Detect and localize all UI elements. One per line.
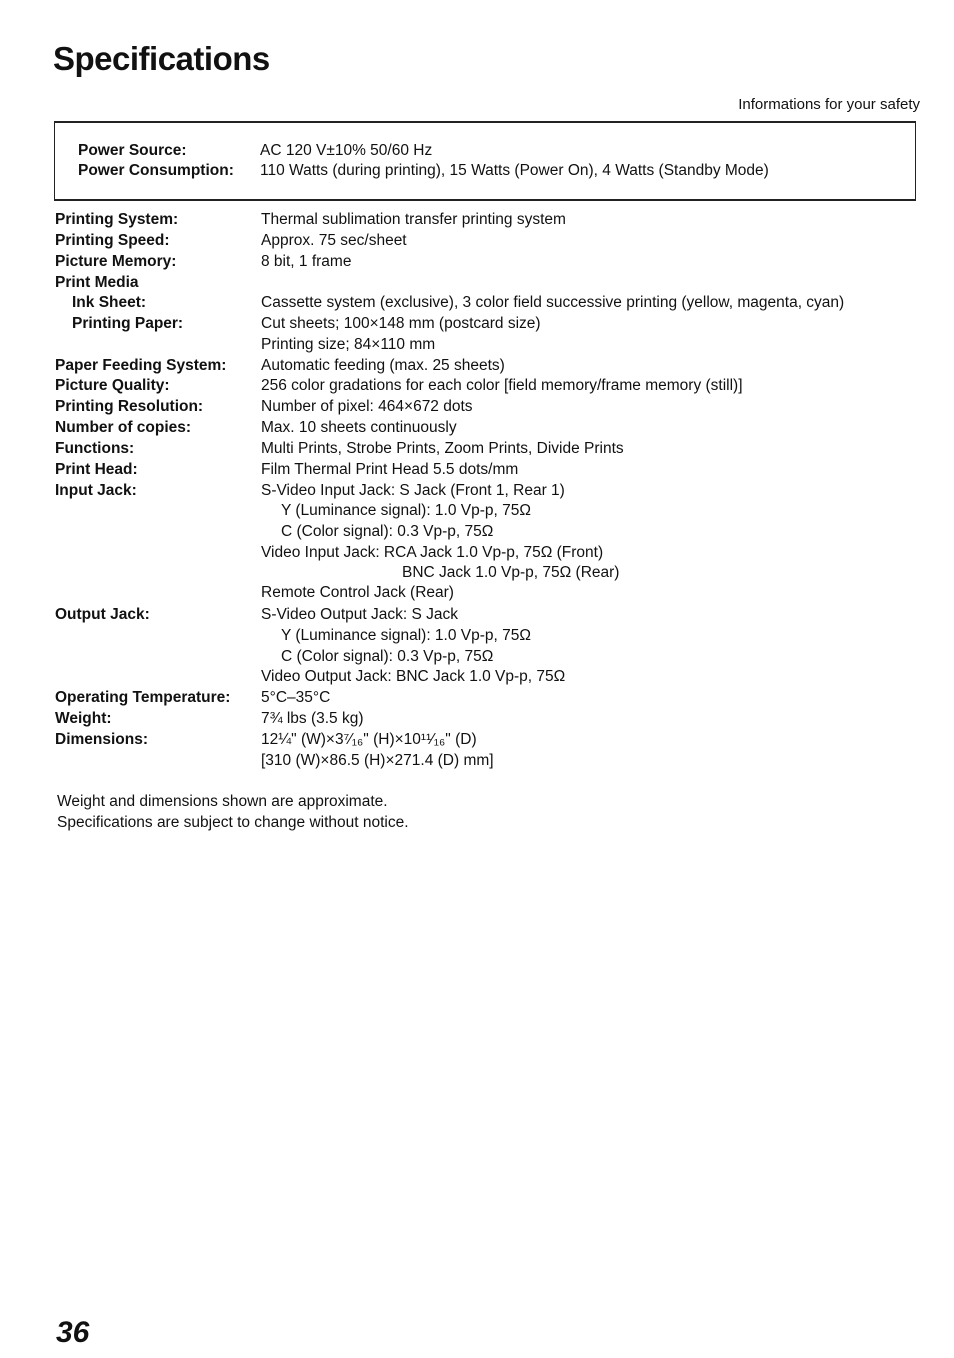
weight-label: Weight: xyxy=(55,710,112,727)
paper-feeding-value: Automatic feeding (max. 25 sheets) xyxy=(261,357,505,374)
printing-paper-value-1: Cut sheets; 100×148 mm (postcard size) xyxy=(261,315,541,332)
input-jack-value-1: S-Video Input Jack: S Jack (Front 1, Rear 1) xyxy=(261,482,565,499)
power-consumption-value: 110 Watts (during printing), 15 Watts (Power On), 4 Watts (Standby Mode) xyxy=(260,162,769,179)
paper-feeding-label: Paper Feeding System: xyxy=(55,357,227,374)
power-source-label: Power Source: xyxy=(78,142,187,159)
operating-temperature-label: Operating Temperature: xyxy=(55,689,231,706)
input-jack-value-3: C (Color signal): 0.3 Vp-p, 75Ω xyxy=(281,523,494,540)
input-jack-label: Input Jack: xyxy=(55,482,137,499)
print-head-value: Film Thermal Print Head 5.5 dots/mm xyxy=(261,461,519,478)
number-of-copies-label: Number of copies: xyxy=(55,419,192,436)
operating-temperature-value: 5°C–35°C xyxy=(261,689,331,706)
output-jack-value-1: S-Video Output Jack: S Jack xyxy=(261,606,459,623)
print-head-label: Print Head: xyxy=(55,461,138,478)
note-approximate: Weight and dimensions shown are approximate. xyxy=(57,793,388,810)
dimensions-label: Dimensions: xyxy=(55,731,149,748)
output-jack-value-3: C (Color signal): 0.3 Vp-p, 75Ω xyxy=(281,648,494,665)
printing-resolution-value: Number of pixel: 464×672 dots xyxy=(261,398,473,415)
picture-memory-value: 8 bit, 1 frame xyxy=(261,253,352,270)
dimensions-value-1: 12¼" (W)×3⁷⁄₁₆" (H)×10¹¹⁄₁₆" (D) xyxy=(261,731,477,748)
printing-speed-value: Approx. 75 sec/sheet xyxy=(261,232,407,249)
ink-sheet-value: Cassette system (exclusive), 3 color field successive printing (yellow, magenta, cyan) xyxy=(261,294,845,311)
page-number: 36 xyxy=(56,1316,90,1349)
note-subject-to-change: Specifications are subject to change without notice. xyxy=(57,814,409,831)
printing-paper-label: Printing Paper: xyxy=(72,315,184,332)
power-consumption-label: Power Consumption: xyxy=(78,162,234,179)
input-jack-value-5: BNC Jack 1.0 Vp-p, 75Ω (Rear) xyxy=(402,564,620,581)
input-jack-value-4: Video Input Jack: RCA Jack 1.0 Vp-p, 75Ω (Front) xyxy=(261,544,604,561)
dimensions-value-2: [310 (W)×86.5 (H)×271.4 (D) mm] xyxy=(261,752,494,769)
printing-speed-label: Printing Speed: xyxy=(55,232,170,249)
printing-system-value: Thermal sublimation transfer printing system xyxy=(261,211,566,228)
picture-quality-label: Picture Quality: xyxy=(55,377,170,394)
picture-memory-label: Picture Memory: xyxy=(55,253,177,270)
functions-value: Multi Prints, Strobe Prints, Zoom Prints, Divide Prints xyxy=(261,440,624,457)
page-title: Specifications xyxy=(53,40,270,77)
power-source-value: AC 120 V±10% 50/60 Hz xyxy=(260,142,433,159)
printing-resolution-label: Printing Resolution: xyxy=(55,398,204,415)
input-jack-value-2: Y (Luminance signal): 1.0 Vp-p, 75Ω xyxy=(281,502,531,519)
picture-quality-value: 256 color gradations for each color [field memory/frame memory (still)] xyxy=(261,377,743,394)
input-jack-value-6: Remote Control Jack (Rear) xyxy=(261,584,454,601)
number-of-copies-value: Max. 10 sheets continuously xyxy=(261,419,457,436)
output-jack-value-2: Y (Luminance signal): 1.0 Vp-p, 75Ω xyxy=(281,627,531,644)
output-jack-value-4: Video Output Jack: BNC Jack 1.0 Vp-p, 75Ω xyxy=(261,668,566,685)
printing-paper-value-2: Printing size; 84×110 mm xyxy=(261,336,436,353)
weight-value: 7¾ lbs (3.5 kg) xyxy=(261,710,364,727)
functions-label: Functions: xyxy=(55,440,135,457)
output-jack-label: Output Jack: xyxy=(55,606,150,623)
print-media-label: Print Media xyxy=(55,274,139,291)
ink-sheet-label: Ink Sheet: xyxy=(72,294,147,311)
safety-subtitle: Informations for your safety xyxy=(738,96,920,113)
printing-system-label: Printing System: xyxy=(55,211,179,228)
